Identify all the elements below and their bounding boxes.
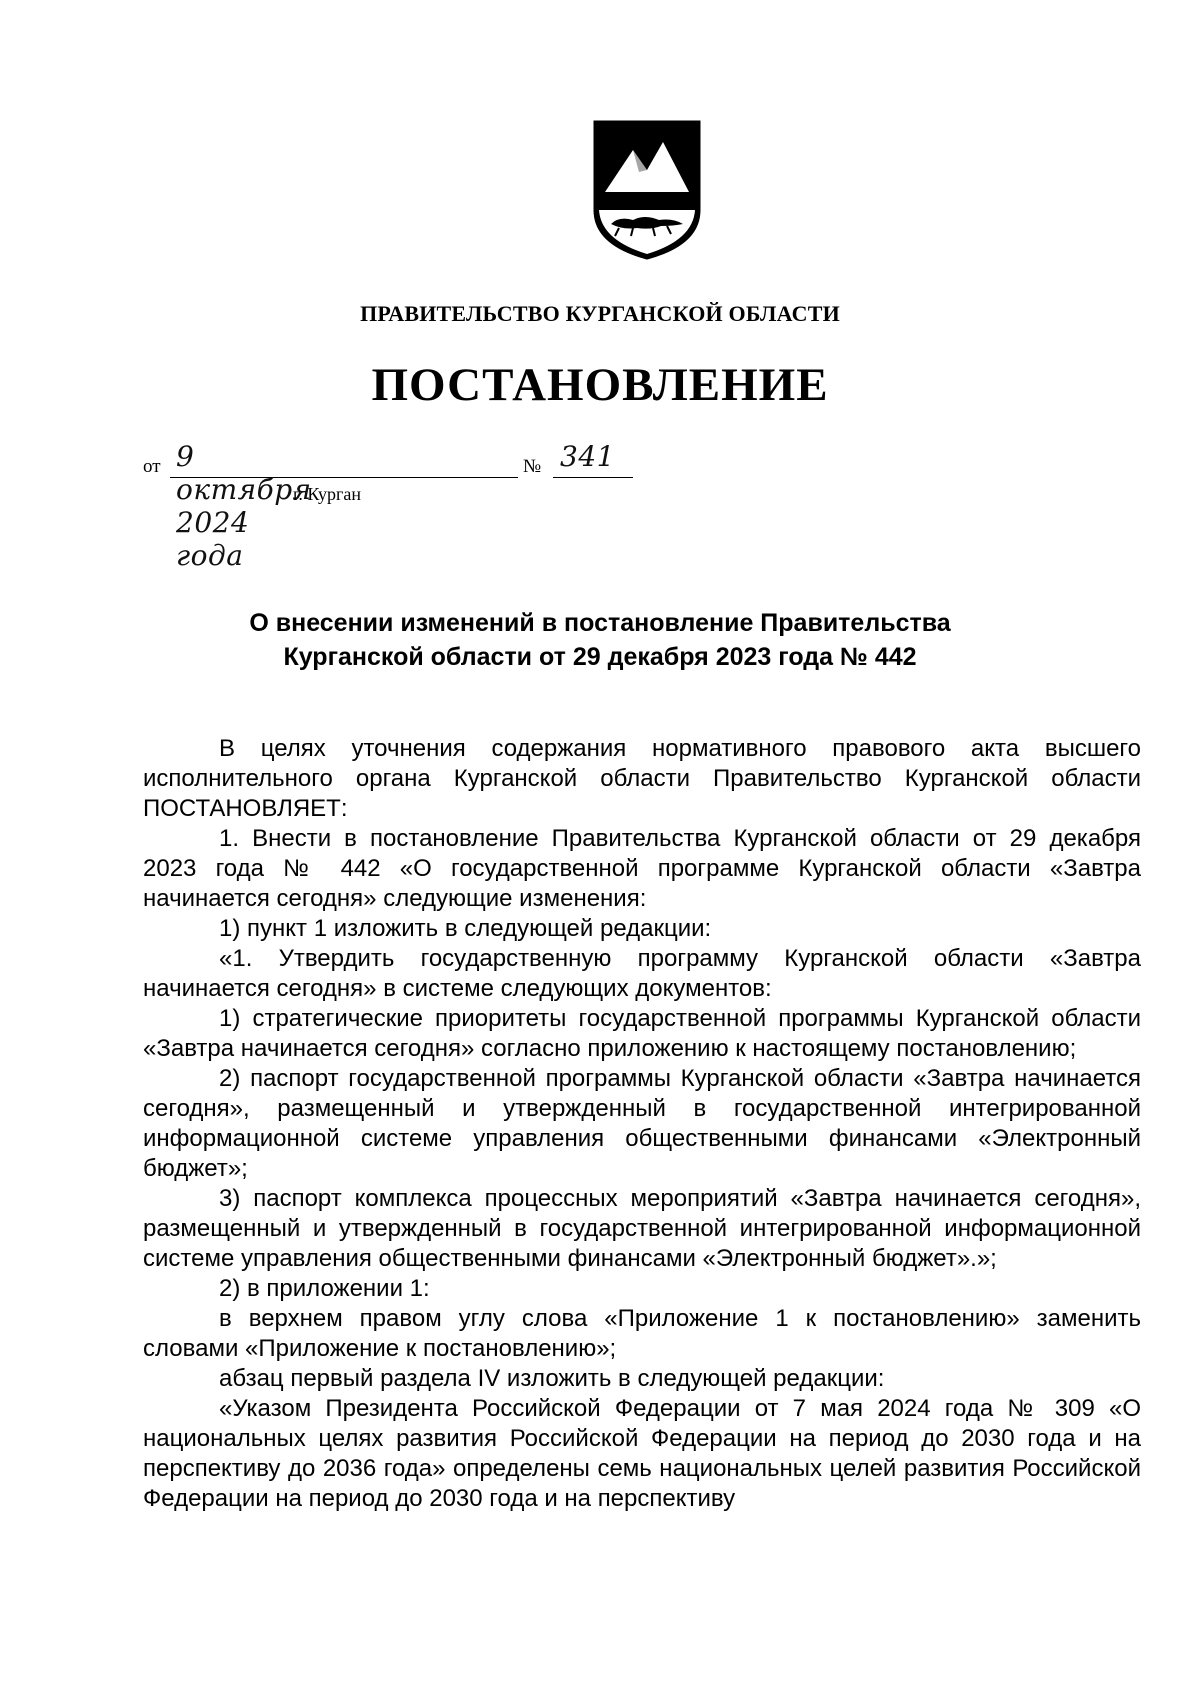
title-line-2: Курганской области от 29 декабря 2023 года № 442 (283, 643, 917, 671)
document-type-heading: ПОСТАНОВЛЕНИЕ (371, 359, 829, 411)
issuing-authority: ПРАВИТЕЛЬСТВО КУРГАНСКОЙ ОБЛАСТИ (360, 301, 840, 326)
body-paragraph: 1) пункт 1 изложить в следующей редакции: (219, 915, 712, 942)
body-paragraph: 2) паспорт государственной программы Курганской области «Завтра начинается сегодня», размещенный и утвержденный в государственной интегрированной информационной системе управления общественными финансами «Электронный бюджет»; (143, 1065, 1141, 1182)
number-prefix-label: № (523, 456, 542, 477)
document-body (143, 734, 1141, 1514)
date-prefix-label: от (143, 456, 161, 477)
title-line-1: О внесении изменений в постановление Правительства (249, 609, 951, 637)
body-paragraph: «1. Утвердить государственную программу Курганской области «Завтра начинается сегодня» в системе следующих документов: (143, 945, 1141, 1002)
body-paragraph: 1) стратегические приоритеты государственной программы Курганской области «Завтра начинается сегодня» согласно приложению к настоящему постановлению; (143, 1005, 1141, 1062)
body-paragraph: «Указом Президента Российской Федерации от 7 мая 2024 года № 309 «О национальных целях развития Российской Федерации на период до 2030 года и на перспективу до 2036 года» определены семь национальных целей развития Российской Федерации на период до 2030 года и на перспективу (143, 1395, 1141, 1512)
body-paragraph: в верхнем правом углу слова «Приложение 1 к постановлению» заменить словами «Приложение к постановлению»; (143, 1305, 1141, 1362)
body-paragraph: 3) паспорт комплекса процессных мероприятий «Завтра начинается сегодня», размещенный и утвержденный в государственной интегрированной информационной системе управления общественными финансами «Электронный бюджет».»; (143, 1185, 1141, 1272)
number-underline (553, 477, 633, 478)
city-label: г. Курган (293, 484, 362, 504)
handwritten-number: 341 (560, 440, 615, 473)
body-paragraph: В целях уточнения содержания нормативного правового акта высшего исполнительного органа Курганской области Правительство Курганской области ПОСТАНОВЛЯЕТ: (143, 735, 1141, 822)
handwritten-date: 9 октября 2024 года (176, 440, 312, 572)
body-paragraph: 2) в приложении 1: (219, 1275, 430, 1302)
document-title (200, 606, 1000, 674)
coat-of-arms-emblem (589, 118, 705, 262)
body-paragraph: 1. Внести в постановление Правительства Курганской области от 29 декабря 2023 года № 442 «О государственной программе Курганской области «Завтра начинается сегодня» следующие изменения: (143, 825, 1141, 912)
body-paragraph: абзац первый раздела IV изложить в следующей редакции: (219, 1365, 885, 1392)
